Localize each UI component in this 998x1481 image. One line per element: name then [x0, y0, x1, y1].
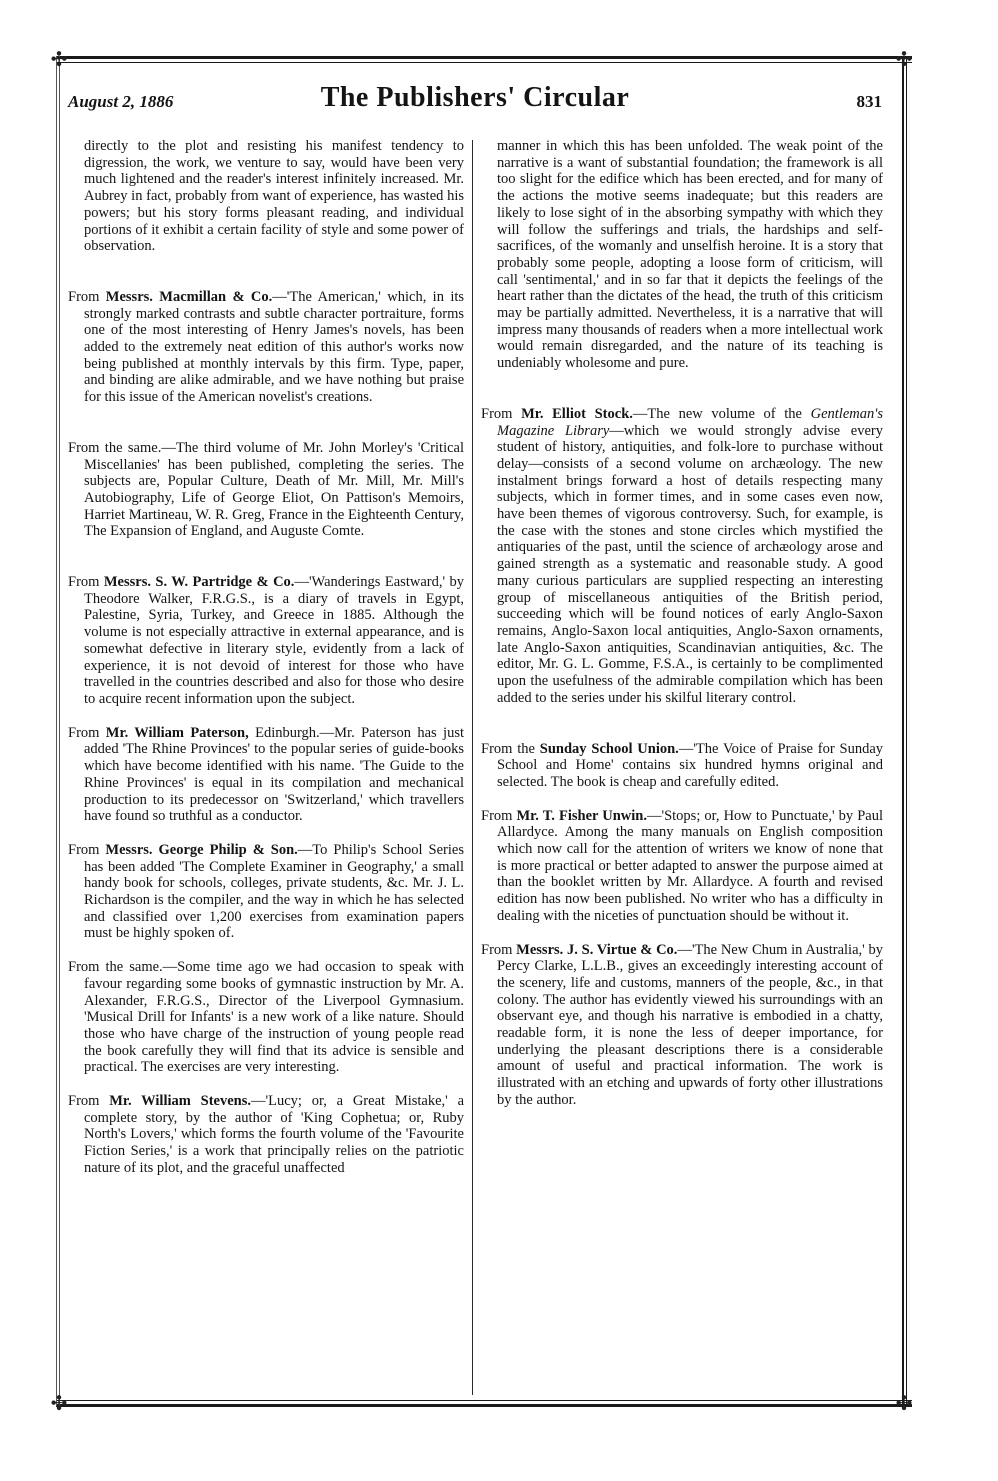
page-header: [68, 82, 882, 122]
publisher-name: Mr. William Paterson,: [105, 724, 249, 741]
review-lead: From the: [481, 740, 535, 757]
review-lead: From: [481, 941, 513, 958]
review-lead: From: [68, 724, 100, 741]
review-lead: From: [68, 1093, 100, 1110]
review-text: —Some time ago we had occasion to speak with favour regarding some books of gymnastic instruction by Mr. A. Alexander, F.R.G.S., Director of the Liverpool Gymnasium. 'Musical Drill for Infants' is a new work of a like nature. Should those who have charge of the instruction of young people read the book carefully they will find that its advice is sensible and practical. The exercises are very interesting.: [84, 959, 464, 1076]
right-column: [481, 138, 883, 1109]
review-paragraph: [481, 942, 883, 1109]
review-paragraph: [68, 289, 464, 406]
left-border-rule: [56, 56, 60, 1406]
publisher-name: Messrs. S. W. Partridge & Co.: [103, 574, 295, 591]
review-text: —'The American,' which, in its strongly marked contrasts and subtle character portraiture, forms one of the most interesting of Henry James's novels, has been added to the extremely neat edition of this author's works now being published at monthly intervals by this firm. Type, paper, and binding are alike admirable, and we have nothing but praise for this issue of the American novelist's creations.: [84, 288, 465, 406]
review-text: —'The New Chum in Australia,' by Percy Clarke, L.L.B., gives an exceedingly interesting account of the scenery, life and customs, manners of the people, &c., in that colony. The author has evidently viewed his surroundings with an observant eye, and though his narrative is embodied in a chatty, readable form, it is none the less of deeper importance, for underlying the pleasant descriptions there is a considerable amount of useful and practical information. The work is illustrated with an etching and upwards of forty other illustrations by the author.: [497, 941, 883, 1108]
review-text: —'The Voice of Praise for Sunday School and Home' contains six hundred hymns original and selected. The book is cheap and carefully edited.: [497, 740, 884, 790]
corner-ornament-icon: ✣: [50, 47, 68, 71]
corner-ornament-icon: ✣: [50, 1391, 68, 1415]
page-number: 831: [856, 92, 882, 111]
review-paragraph: [68, 959, 464, 1076]
review-paragraph: [481, 741, 883, 791]
publication-title: The Publishers' Circular: [320, 82, 630, 113]
review-lead: From: [481, 807, 513, 824]
review-paragraph: [481, 808, 883, 925]
review-text: —The third volume of Mr. John Morley's 'Critical Miscellanies' has been published, completing the series. The subjects are, Popular Culture, Death of Mr. Mill, Mr. Mill's Autobiography, Life of George Eliot, On Pattison's Memoirs, Harriet Martineau, W. R. Greg, France in the Eighteenth Century, The Expansion of England, and Auguste Comte.: [84, 439, 464, 540]
publisher-name: Messrs. J. S. Virtue & Co.: [516, 941, 678, 958]
review-lead: From the same.: [68, 959, 163, 976]
review-paragraph: [68, 725, 464, 825]
publisher-name: Messrs. George Philip & Son.: [105, 841, 298, 858]
review-text: —The new volume of the: [632, 405, 811, 422]
review-paragraph: [481, 138, 883, 372]
review-text: manner in which this has been unfolded. The weak point of the narrative is a want of substantial foundation; the framework is all too slight for the edifice which has been erected, and for many of the actions the motive seems inadequate; but this readers are likely to lose sight of in the absorbing sympathy with which they will follow the sufferings and trials, the hardships and self-sacrifices, of the womanly and unselfish heroine. It is a story that probably some people, adopting a loose form of criticism, will call 'sentimental,' and in so far that it depicts the feelings of the heart rather than the dictates of the head, the truth of this criticism may be partially admitted. Nevertheless, it is a narrative that will impress many thousands of readers when a more intellectual work would remain disregarded, and the nature of its teaching is undeniably wholesome and pure.: [497, 138, 883, 372]
book-title-italic: Gentleman's Magazine Library: [497, 405, 883, 439]
review-text: —'Stops; or, How to Punctuate,' by Paul Allardyce. Among the many manuals on English composition which now call for the attention of writers we know of none that is more practical or better adapted to answer the purpose aimed at than the booklet written by Mr. Allardyce. A fourth and revised edition has now been published. No writer who has a difficulty in dealing with the niceties of punctuation should be without it.: [497, 807, 883, 924]
publisher-name: Mr. T. Fisher Unwin.: [516, 807, 647, 824]
top-border-rule: [56, 56, 912, 63]
review-text: Edinburgh.—Mr. Paterson has just added 'The Rhine Provinces' to the popular series of guide-books which have become identified with his name. 'The Guide to the Rhine Provinces' is equal in its compilation and mechanical production to its predecessor on 'Switzerland,' which travellers have found so truthful as a conductor.: [84, 724, 465, 825]
review-lead: From: [68, 288, 100, 305]
bottom-border-rule: [56, 1400, 912, 1407]
review-paragraph: [68, 842, 464, 942]
issue-date: August 2, 1886: [68, 92, 174, 111]
corner-ornament-icon: ✣: [895, 47, 913, 71]
review-lead: From: [68, 841, 100, 858]
review-lead: From: [68, 574, 100, 591]
review-paragraph: [68, 138, 464, 255]
corner-ornament-icon: ✣: [895, 1391, 913, 1415]
review-text: —To Philip's School Series has been added 'The Complete Examiner in Geography,' a small handy book for schools, colleges, private students, &c. Mr. J. L. Richardson is the compiler, and the way in which he has selected and classified over 1,200 exercises from examination papers must be highly spoken of.: [84, 841, 464, 942]
right-border-rule: [902, 56, 907, 1406]
review-text: —'Lucy; or, a Great Mistake,' a complete story, by the author of 'King Cophetua; or, Ruby North's Lovers,' which forms the fourth volume of the 'Favourite Fiction Series,' is a work that principally relies on the patriotic nature of its plot, and the graceful unaffected: [84, 1093, 465, 1176]
review-text: —'Wanderings Eastward,' by Theodore Walker, F.R.G.S., is a diary of travels in Egypt, Palestine, Syria, Turkey, and Greece in 1885. Although the volume is not especially attractive in external appearance, and is somewhat defective in literary style, evidently from a lack of experience, it is not devoid of interest for those who have travelled in the countries described and also for those who desire to acquire recent information upon the subject.: [84, 574, 465, 707]
review-paragraph: [68, 574, 464, 708]
left-column: [68, 138, 464, 1177]
review-paragraph: [68, 1093, 464, 1177]
review-text: directly to the plot and resisting his manifest tendency to digression, the work, we venture to say, would have been very much lightened and the reader's interest infinitely increased. Mr. Aubrey in fact, probably from want of experience, has wasted his powers; but his story forms pleasant reading, and individual portions of it exhibit a certain facility of style and some power of observation.: [84, 138, 464, 255]
publisher-name: Sunday School Union.: [539, 740, 679, 757]
publisher-name: Mr. Elliot Stock.: [521, 405, 633, 422]
review-text: —which we would strongly advise every student of history, antiquities, and folk-lore to purchase without delay—consists of a second volume on archæology. The new instalment brings forward a host of details respecting many subjects, which in former times, and in some cases even now, have been themes of vigorous controversy. Such, for example, is the case with the stones and stone circles which mystified the antiquaries of the past, until the science of archæology arose and gained strength as a systematic and reasonable study. A good many curious particulars are supplied respecting an interesting group of miscellaneous antiquities of the British period, succeeding which will be found notices of early Anglo-Saxon remains, Anglo-Saxon local antiquities, Anglo-Saxon ornaments, late Anglo-Saxon antiquities, Scandinavian antiquities, &c. The editor, Mr. G. L. Gomme, F.S.A., is certainly to be complimented upon the usefulness of the admirable compilation which has been added to the series under his skilful literary control.: [497, 422, 884, 706]
review-paragraph: [68, 440, 464, 540]
column-divider: [472, 140, 473, 1395]
publisher-name: Mr. William Stevens.: [109, 1093, 251, 1110]
publisher-name: Messrs. Macmillan & Co.: [105, 288, 273, 305]
review-paragraph: [481, 406, 883, 707]
review-lead: From the same.: [68, 439, 162, 456]
review-lead: From: [481, 405, 513, 422]
